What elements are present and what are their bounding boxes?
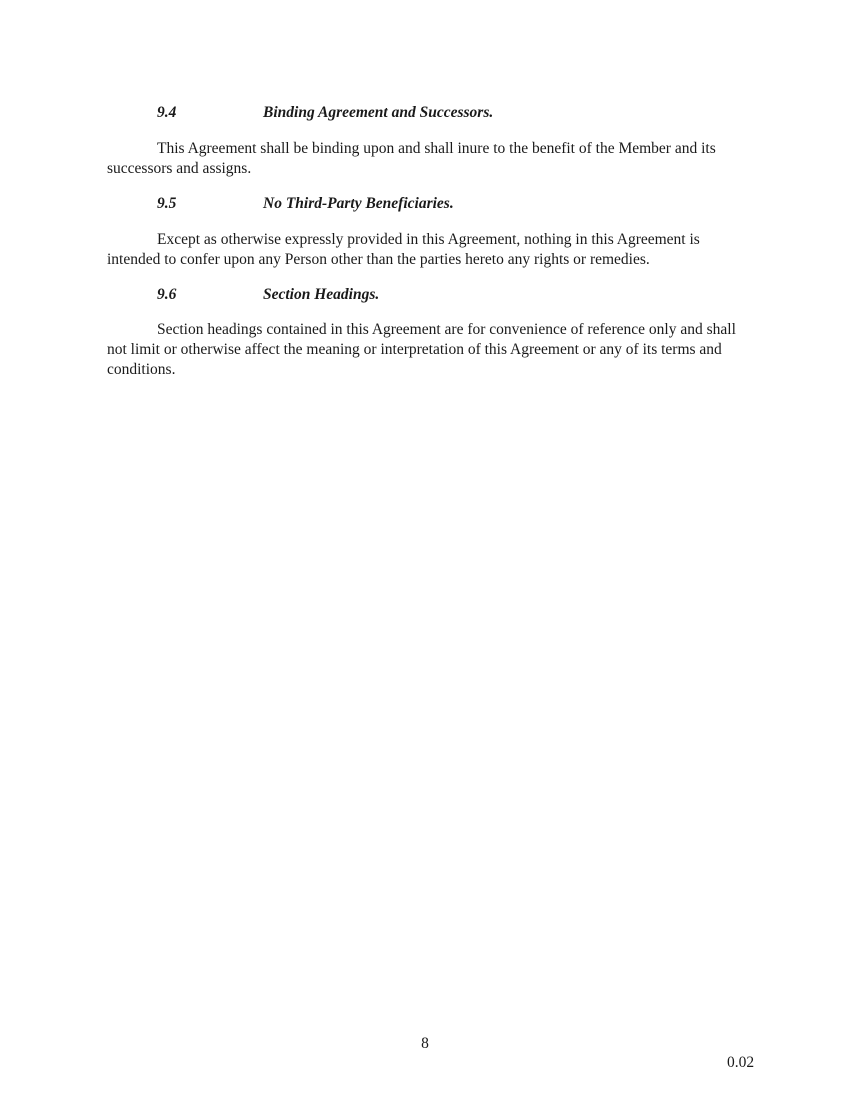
section-body-9-6: Section headings contained in this Agreement are for convenience of reference only and shall not limit or otherwise affect the meaning or interpretation of this Agreement or any of its terms and conditions.	[107, 321, 736, 378]
section-body-9-5: Except as otherwise expressly provided in this Agreement, nothing in this Agreement is intended to confer upon any Person other than the parties hereto any rights or remedies.	[107, 231, 700, 268]
section-number: 9.4	[157, 104, 177, 121]
section-heading-9-5	[157, 194, 757, 214]
section-body-9-4: This Agreement shall be binding upon and shall inure to the benefit of the Member and its successors and assigns.	[107, 140, 716, 177]
section-number: 9.5	[157, 195, 177, 212]
section-heading-9-4	[157, 103, 757, 123]
section-title: Binding Agreement and Successors.	[263, 104, 494, 121]
section-title: No Third-Party Beneficiaries.	[263, 195, 454, 212]
document-version: 0.02	[727, 1054, 755, 1071]
section-title: Section Headings.	[263, 286, 380, 303]
section-number: 9.6	[157, 286, 177, 303]
section-heading-9-6	[157, 285, 757, 305]
page-number: 8	[421, 1035, 429, 1052]
